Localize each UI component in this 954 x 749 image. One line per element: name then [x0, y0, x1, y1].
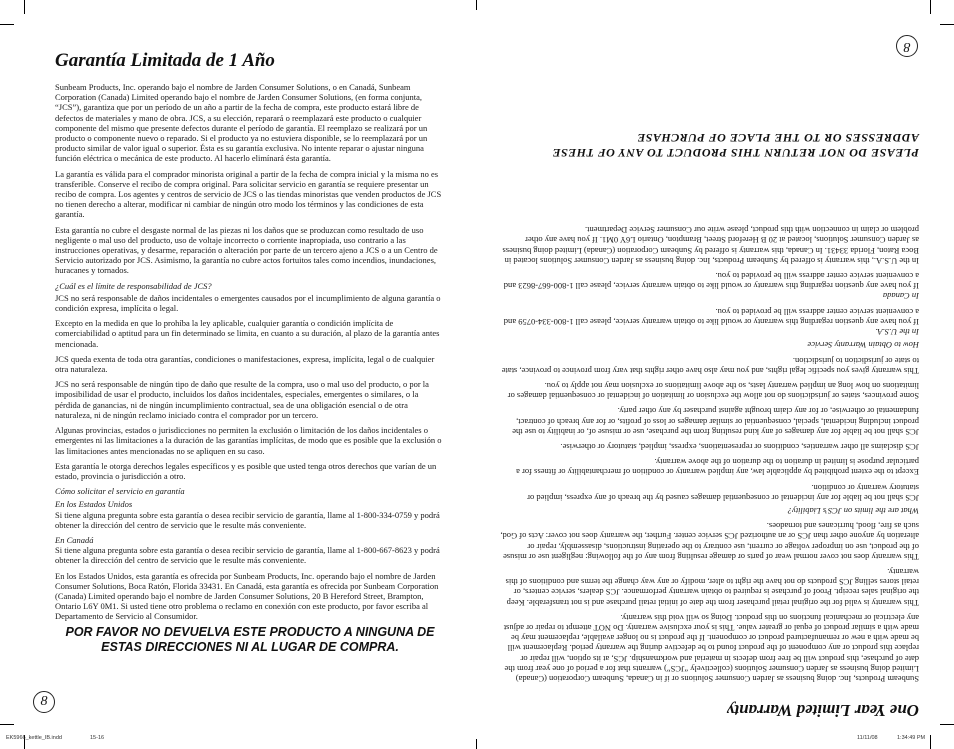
paragraph: Algunas provincias, estados o jurisdicciones no permiten la exclusión o limitación de los daños incidentales o emergentes ni las limitaciones a la duración de las garantías implícitas, de modo que es posible que la exclusión o las limitaciones antes mencionadas no se apliquen en su caso.: [55, 425, 442, 456]
paragraph: JCS no será responsable de ningún tipo de daño que resulte de la compra, uso o mal uso del producto, o por la imposibilidad de usar el producto, incluidos los daños incidentales, especiales, emergentes o similares, o la pérdida de ganancias, ni de ningún incumplimiento contractual, sea de una obligación esencial o de otra naturaleza, ni de ningún reclamo iniciado contra el comprador por un tercero.: [55, 379, 429, 420]
footer-pages: 15-16: [90, 735, 105, 741]
service-heading: Cómo solicitar el servicio en garantía: [55, 486, 185, 497]
page-number-badge: 8: [33, 691, 55, 713]
paragraph: Esta garantía no cubre el desgaste normal de las piezas ni los daños que se produzcan como resultado de uso negligente o mal uso del producto, uso de voltaje incorrecto o corriente inapropiada, uso contrario a las instrucciones operativas, y desarme, reparación o alteración por parte de un tercero ajeno a JCS o a un Centro de Servicio autorizado por JCS. Asimismo, la garantía no cubre actos fortuitos tales como incendios, inundaciones, huracanes y tornados.: [55, 224, 438, 276]
paragraph: JCS shall not be liable for any damages of any kind resulting from the purchase, use or misuse of, or inability to use the product including incidental, special, consequential or similar damages or loss of profits, or for any breach of contract, fundamental or otherwise, or for any claim brought against purchaser by any other party.: [512, 406, 919, 437]
page-number-badge: 8: [896, 35, 918, 57]
return-warning-banner-es: POR FAVOR NO DEVUELVA ESTE PRODUCTO A NINGUNA DE ESTAS DIRECCIONES NI AL LUGAR DE COMPRA.: [65, 625, 435, 654]
right-page-english: [477, 0, 954, 749]
footer-filename: EK5966_kettle_IB.indd: [6, 735, 62, 741]
paragraph: JCS no será responsable de daños incidentales o emergentes causados por el incumplimiento de alguna garantía o condición expresa, implícita o legal.: [55, 292, 441, 314]
usa-text: If you have any question regarding this warranty or would like to obtain warranty service, please call 1-800-334-0759 and a convenient service center address will be provided to you.: [503, 306, 919, 327]
service-heading: How to Obtain Warranty Service: [807, 340, 919, 351]
warranty-body-es: [55, 82, 445, 627]
liability-heading: What are the limits on JCS’s Liability?: [787, 505, 919, 516]
canada-heading: In Canada: [882, 291, 919, 302]
liability-heading: ¿Cuál es el límite de responsabilidad de JCS?: [55, 280, 212, 291]
usa-heading: En los Estados Unidos: [55, 499, 133, 510]
paragraph: La garantía es válida para el comprador minorista original a partir de la fecha de compra inicial y la misma no es transferible. Conserve el recibo de compra original. Para solicitar servicio en garantía se requiere presentar un recibo de compra. Los agentes y centros de servicio de JCS o las tiendas minoristas que venden productos de JCS no tienen derecho a alterar, modificar ni cambiar de ningún otro modo los términos y las condiciones de esta garantía.: [55, 168, 442, 220]
paragraph: JCS disclaims all other warranties, conditions or representations, express, implied, statutory or otherwise.: [560, 441, 919, 452]
paragraph: JCS queda exenta de toda otra garantías, condiciones o manifestaciones, expresa, implícita, legal o de cualquier otra naturaleza.: [55, 353, 435, 375]
paragraph: Some provinces, states or jurisdictions do not allow the exclusion or limitation of incidental or consequential damages or limitations on how long an implied warranty lasts, so the above limitations or exclusion may not apply to you.: [507, 380, 919, 402]
paragraph: This warranty is valid for the original retail purchaser from the date of initial retail purchase and is not transferable. Keep the original sales receipt. Proof of purchase is required to obtain warranty performance. JCS dealers, service centers, or retail stores selling JCS products do not have the right to alter, modify or any way change the terms and conditions of this warranty.: [505, 566, 919, 608]
warranty-title-es: Garantía Limitada de 1 Año: [55, 50, 275, 71]
usa-text: Si tiene alguna pregunta sobre esta garantía o desea recibir servicio de garantía, llame al 1-800-334-0759 y podrá obtener la dirección del centro de servicio que le resulte más conveniente.: [55, 509, 440, 530]
paragraph: Esta garantía le otorga derechos legales específicos y es posible que usted tenga otros derechos que varían de un estado, provincia o jurisdicción a otro.: [55, 460, 437, 481]
warranty-body-en: [499, 220, 919, 684]
closing-text: En los Estados Unidos, esta garantía es ofrecida por Sunbeam Products, Inc. operando bajo el nombre de Jarden Consumer Solutions, Boca Ratón, Florida 33431. En Canadá, esta garantía es ofrecida por Sunbeam Corporation (Canada) Limited operando bajo el nombre de Jarden Consumer Solutions, 20 B Hereford Street, Brampton, Ontario L6Y 0M1. Si usted tiene otro problema o reclamo en conexión con este producto, por favor escriba al Departamento de Servicio al Consumidor.: [55, 570, 439, 622]
closing-text: In the U.S.A., this warranty is offered by Sunbeam Products, Inc. doing business as Jarden Consumer Solutions located in Boca Raton, Florida 33431. In Canada, this warranty is offered by Sunbeam Corporation (Canada) Limited doing business as Jarden Consumer Solutions, located at 20 B Hereford Street, Brampton, Ontario L6Y 0M1. If you have any other problem or claim in connection with this product, please write our Consumer Service Department.: [502, 225, 919, 266]
paragraph: Except to the extent prohibited by applicable law, any implied warranty or condition of merchantability or fitness for a particular purpose is limited in duration to the duration of the above warranty.: [516, 457, 919, 478]
footer-date: 11/11/08: [857, 735, 878, 741]
return-warning-banner-en: PLEASE DO NOT RETURN THIS PRODUCT TO ANY OF THESE ADDRESSES OR TO THE PLACE OF PURCHASE: [552, 131, 919, 160]
usa-heading: In the U.S.A.: [875, 327, 919, 338]
paragraph: JCS shall not be liable for any incidental or consequential damages caused by the breach of any express, implied or statutory warranty or condition.: [527, 482, 919, 503]
paragraph: This warranty does not cover normal wear of parts or damage resulting from any of the following: negligent use or misuse of the product, use on improper voltage or current, use contrary to the operating instructions, disassembly, repair or alteration by anyone other than JCS or an authorized JCS service center. Further, the warranty does not cover: Acts of God, such as fire, flood, hurricanes and tornadoes.: [500, 521, 919, 562]
rotated-content: [499, 90, 919, 720]
canada-text: If you have any question regarding this warranty or would like to obtain warranty service, please call 1-800-667-8623 and a convenient service center address will be provided to you.: [503, 271, 919, 292]
paragraph: Sunbeam Products, Inc. doing business as Jarden Consumer Solutions or if in Canada, Sunbeam Corporation (Canada) Limited doing business as Jarden Consumer Solutions (collectively “JCS”) warrants that for a period of one year from the date of purchase, this product will be free from defects in material and workmanship. JCS, at its option, will repair or replace this product or any component of the product found to be defective during the warranty period. Replacement will be made with a new or remanufactured product or component. If the product is no longer available, replacement may be made with a similar product of equal or greater value. This is your exclusive warranty. Do NOT attempt to repair or adjust any electrical or mechanical functions on this product. Doing so will void this warranty.: [503, 612, 919, 684]
canada-heading: En Canadá: [55, 534, 94, 545]
warranty-title-en: One Year Limited Warranty: [726, 701, 919, 720]
paragraph: Sunbeam Products, Inc. operando bajo el nombre de Jarden Consumer Solutions, o en Canadá, Sunbeam Corporation (Canada) Limited operando bajo el nombre de Jarden Consumer Solutions, (en forma conjunta, “JCS”), garantiza que por un período de un año a partir de la fecha de compra, este producto estará libre de defectos de materiales y mano de obra. JCS, a su elección, reparará o reemplazará este producto o cualquier componente del mismo que presente defectos durante el período de garantía. El reemplazo se realizará por un producto o componente nuevo o reparado. Si el producto ya no estuviera disponible, se lo reemplazará por un producto similar de valor igual o superior. Ésta es su garantía exclusiva. No intente reparar o ajustar ninguna función eléctrica o mecánica de este producto. Al hacerlo elimínará ésta garantía.: [55, 82, 428, 164]
paragraph: Excepto en la medida en que lo prohíba la ley aplicable, cualquier garantía o condición implícita de comerciabilidad o aptitud para un fin determinado se limita, en cuanto a su duración, al plazo de la garantía antes mencionada.: [55, 318, 440, 349]
canada-text: Si tiene alguna pregunta sobre esta garantía o desea recibir servicio de garantía, llame al 1-800-667-8623 y podrá obtener la dirección del centro de servicio que le resulte más conveniente.: [55, 545, 440, 566]
footer-time: 1:34:49 PM: [897, 735, 926, 741]
paragraph: This warranty gives you specific legal rights, and you may also have other rights that vary from province to province, state to state or jurisdiction to jurisdiction.: [501, 355, 919, 376]
